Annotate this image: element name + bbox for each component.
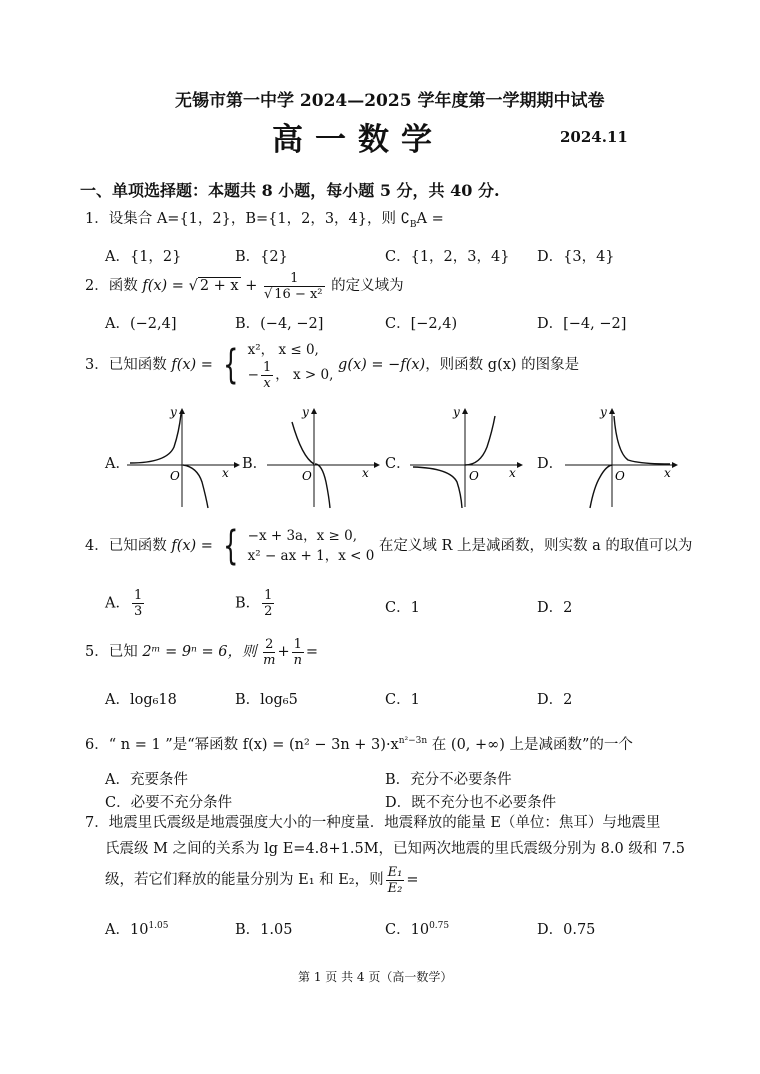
q7-a-label: A． — [105, 922, 130, 938]
q5-f1-den: m — [263, 652, 276, 668]
q5-f2-den: n — [293, 652, 302, 668]
q3-c-origin: O — [469, 469, 479, 483]
q7-c-exp: 0.75 — [429, 921, 450, 932]
q7-line1: 7．地震里氏震级是地震强度大小的一种度量．地震释放的能量 E（单位：焦耳）与地震里 — [85, 815, 661, 831]
q3-option-a-label: A． — [105, 456, 130, 472]
section-heading: 一、单项选择题：本题共 8 小题，每小题 5 分，共 40 分. — [80, 181, 500, 200]
q6-option-b: B．充分不必要条件 — [385, 772, 512, 788]
q6-exp: n²−3n — [398, 736, 428, 746]
q7-option-a — [105, 918, 168, 939]
q3-case2-den: x — [263, 375, 271, 391]
q4-b-label: B． — [235, 595, 261, 612]
q1-option-c: C．{1，2，3，4} — [385, 249, 510, 265]
q4-cases — [248, 526, 375, 566]
q1-tail: A = — [416, 211, 444, 227]
q3-cases — [248, 340, 334, 391]
q3-fx: f(x) = — [171, 357, 213, 373]
q2-option-d: D．[−4, −2] — [537, 316, 627, 332]
q3-option-d-label: D． — [537, 456, 564, 472]
q3-case1: x²， x ≤ 0, — [247, 341, 319, 358]
q4-fx: f(x) = — [171, 538, 213, 554]
q5-option-a: A．log₆18 — [105, 692, 177, 708]
q3-brace: { — [222, 342, 238, 388]
q7-a-base: 10 — [129, 922, 149, 938]
subject-title: 高一数学 — [272, 122, 444, 158]
q2-prefix: 2．函数 — [85, 278, 138, 294]
q4-option-b — [235, 588, 276, 619]
q1-option-a: A．{1，2} — [105, 249, 182, 265]
q6-option-c: C．必要不充分条件 — [105, 795, 233, 811]
q4-a-num: 1 — [133, 588, 143, 603]
q3-case2-frac — [261, 360, 273, 391]
q3-case2-num: 1 — [262, 359, 272, 375]
q4-a-den: 3 — [133, 604, 143, 619]
q3-graph-b — [262, 402, 382, 512]
q6-option-a: A．充要条件 — [105, 772, 188, 788]
q3-b-origin: O — [302, 469, 312, 483]
q3-a-x: x — [222, 466, 229, 480]
q7-line3 — [105, 860, 418, 900]
q5-plus: + — [277, 644, 290, 660]
q3-case2-tail: ， x > 0, — [275, 366, 334, 383]
q3-a-y: y — [170, 405, 177, 419]
question-2: 2．函数 f(x) = √ 2 + x + $\frac{1}{\text{√ 16 − x²}}$ 的定义域为 — [85, 270, 404, 302]
q4-case2: x² − ax + 1，x < 0 — [247, 548, 375, 564]
q5-f2-num: 1 — [293, 636, 302, 652]
q5-prefix: 5．已知 — [85, 644, 138, 660]
q3-gx: g(x) = −f(x) — [338, 357, 426, 373]
q1-option-b: B．{2} — [235, 249, 288, 265]
q3-option-c-label: C． — [385, 456, 411, 472]
q4-option-a — [105, 588, 146, 619]
q6-tail: 在 (0, +∞) 上是减函数”的一个 — [427, 736, 633, 753]
q3-graph-c — [405, 402, 525, 512]
q2-plus: + — [245, 278, 258, 294]
q4-b-num: 1 — [264, 588, 273, 603]
q2-option-a: A．(−2,4] — [105, 316, 177, 332]
q2-den: 16 − x² — [274, 286, 323, 302]
q2-num: 1 — [264, 271, 325, 287]
q3-d-x: x — [664, 466, 671, 480]
q2-fraction: $\frac{1}{\text{√ 16 − x²}}$ — [263, 270, 323, 302]
q4-suffix: 在定义域 R 上是减函数，则实数 a 的取值可以为 — [378, 538, 693, 554]
q4-brace: { — [222, 523, 238, 569]
q2-sqrt1: 2 + x — [199, 278, 239, 294]
q2-option-c: C．[−2,4) — [385, 316, 458, 332]
q4-case1: −x + 3a，x ≥ 0, — [247, 528, 357, 544]
q1-stem: 1．设集合 A={1，2}，B={1，2，3，4}，则 ∁ — [85, 211, 410, 227]
q3-d-origin: O — [615, 469, 625, 483]
q3-c-x: x — [509, 466, 516, 480]
q7-eqs: = — [406, 872, 419, 888]
q2-suffix: 的定义域为 — [331, 278, 404, 294]
q5-option-d: D．2 — [537, 692, 573, 708]
q5-option-c: C．1 — [385, 692, 420, 708]
q7-a-exp: 1.05 — [148, 921, 169, 932]
question-3 — [85, 336, 579, 394]
q6-stem: 6．“ n = 1 ”是“幂函数 f(x) = (n² − 3n + 3)·x — [85, 736, 399, 753]
q4-a-label: A． — [105, 595, 130, 612]
question-6 — [85, 730, 633, 756]
q7-c-base: 10 — [410, 922, 430, 938]
q3-suffix: ，则函数 g(x) 的图象是 — [425, 357, 580, 373]
q3-d-y: y — [600, 405, 607, 419]
q2-option-b: B．(−4, −2] — [235, 316, 324, 332]
q5-eq: 2ᵐ = 9ⁿ = 6，则 — [142, 644, 257, 660]
q3-case2-minus: − — [247, 366, 259, 383]
question-5 — [85, 634, 318, 670]
q5-option-b: B．log₆5 — [235, 692, 298, 708]
q7-frac-den: E₂ — [387, 880, 403, 896]
q2-fx: f(x) = — [142, 278, 189, 294]
q6-option-d: D．既不充分也不必要条件 — [385, 795, 557, 811]
q3-a-origin: O — [170, 469, 180, 483]
q3-graph-d — [560, 402, 680, 512]
q4-b-den: 2 — [264, 604, 273, 619]
q4-option-d: D．2 — [537, 600, 573, 616]
q7-line2: 氏震级 M 之间的关系为 lg E=4.8+1.5M，已知两次地震的里氏震级分别为 8.0 级和 7.5 — [105, 841, 685, 857]
q3-graph-a — [122, 402, 242, 512]
q3-b-x: x — [362, 466, 369, 480]
q3-b-y: y — [302, 405, 309, 419]
question-4 — [85, 520, 692, 572]
q4-prefix: 4．已知函数 — [85, 538, 167, 554]
q4-option-c: C．1 — [385, 600, 420, 616]
q1-option-d: D．{3，4} — [537, 249, 615, 265]
q3-prefix: 3．已知函数 — [85, 357, 167, 373]
q5-eqs: = — [305, 644, 319, 660]
q7-option-c — [385, 918, 449, 939]
q7-c-label: C． — [385, 922, 411, 938]
q5-f1-num: 2 — [263, 637, 275, 653]
q7-option-b: B．1.05 — [235, 922, 293, 938]
school-title: 无锡市第一中学 2024—2025 学年度第一学期期中试卷 — [175, 91, 605, 111]
question-1 — [85, 208, 444, 236]
exam-date: 2024.11 — [560, 128, 628, 146]
page-footer: 第 1 页 共 4 页（高一数学） — [298, 970, 453, 984]
q7-line3-text: 级，若它们释放的能量分别为 E₁ 和 E₂，则 — [105, 872, 384, 888]
q3-c-y: y — [453, 405, 460, 419]
q1-sub: B — [409, 219, 417, 230]
q3-option-b-label: B． — [242, 456, 268, 472]
q7-frac-num: E₁ — [387, 864, 403, 880]
q7-option-d: D．0.75 — [537, 922, 596, 938]
